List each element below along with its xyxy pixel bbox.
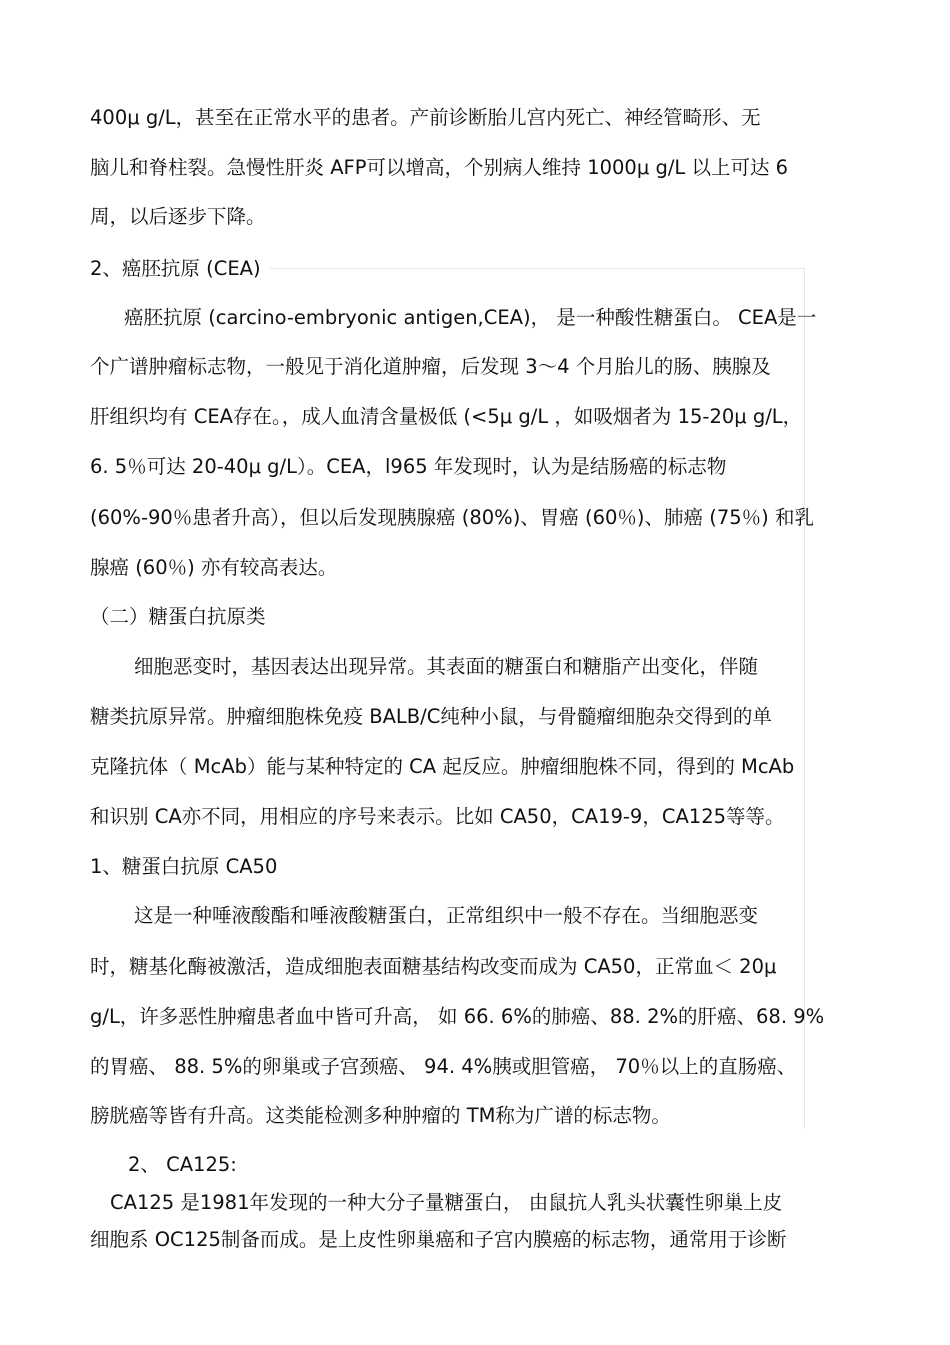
text-line: 周，以后逐步下降。 xyxy=(90,205,266,228)
section-heading: 2、癌胚抗原 (CEA) xyxy=(90,257,261,280)
text-line: 膀胱癌等皆有升高。这类能检测多种肿瘤的 TM称为广谱的标志物。 xyxy=(90,1104,671,1127)
text-line: 细胞系 OC125制备而成。是上皮性卵巢癌和子宫内膜癌的标志物，通常用于诊断 xyxy=(90,1228,787,1251)
text-line: 个广谱肿瘤标志物，一般见于消化道肿瘤，后发现 3～4 个月胎儿的肠、胰腺及 xyxy=(90,355,771,378)
text-line: 腺癌 (60％) 亦有较高表达。 xyxy=(90,556,338,579)
text-line: 和识别 CA亦不同，用相应的序号来表示。比如 CA50，CA19-9，CA125等等。 xyxy=(90,805,785,828)
text-line: 这是一种唾液酸酯和唾液酸糖蛋白，正常组织中一般不存在。当细胞恶变 xyxy=(134,904,759,927)
text-line: (60%-90％患者升高），但以后发现胰腺癌 (80%)、胃癌 (60％)、肺癌 (75％) 和乳 xyxy=(90,506,814,529)
text-line: 糖类抗原异常。肿瘤细胞株免疫 BALB/C纯种小鼠，与骨髓瘤细胞杂交得到的单 xyxy=(90,705,772,728)
text-line: 脑儿和脊柱裂。急慢性肝炎 AFP可以增高，个别病人维持 1000μ g/L 以上可达 6 xyxy=(90,156,789,179)
section-heading: （二）糖蛋白抗原类 xyxy=(90,605,266,628)
text-line: 细胞恶变时，基因表达出现异常。其表面的糖蛋白和糖脂产出变化，伴随 xyxy=(134,655,759,678)
page-frame-border xyxy=(270,268,805,1129)
text-line: 时，糖基化酶被激活，造成细胞表面糖基结构改变而成为 CA50，正常血＜ 20μ xyxy=(90,955,777,978)
text-line: 肝组织均有 CEA存在。，成人血清含量极低 (<5μ g/L ，如吸烟者为 15-20μ g/L， xyxy=(90,405,803,428)
section-heading: 2、 CA125: xyxy=(128,1153,237,1176)
text-line: 克隆抗体（ McAb）能与某种特定的 CA 起反应。肿瘤细胞株不同，得到的 McAb xyxy=(90,755,795,778)
text-line: 癌胚抗原 (carcino-embryonic antigen,CEA)， 是一种酸性糖蛋白。 CEA是一 xyxy=(124,306,817,329)
text-line: g/L，许多恶性肿瘤患者血中皆可升高， 如 66. 6%的肺癌、88. 2%的肝癌、68. 9% xyxy=(90,1005,825,1028)
text-line: 的胃癌、 88. 5%的卵巢或子宫颈癌、 94. 4%胰或胆管癌， 70％以上的直肠癌、 xyxy=(90,1055,797,1078)
section-heading: 1、糖蛋白抗原 CA50 xyxy=(90,855,278,878)
text-line: 6. 5％可达 20-40μ g/L）。CEA，l965 年发现时，认为是结肠癌的标志物 xyxy=(90,455,727,478)
text-line: CA125 是1981年发现的一种大分子量糖蛋白， 由鼠抗人乳头状囊性卵巢上皮 xyxy=(110,1191,783,1214)
text-line: 400μ g/L，甚至在正常水平的患者。产前诊断胎儿宫内死亡、神经管畸形、无 xyxy=(90,106,761,129)
